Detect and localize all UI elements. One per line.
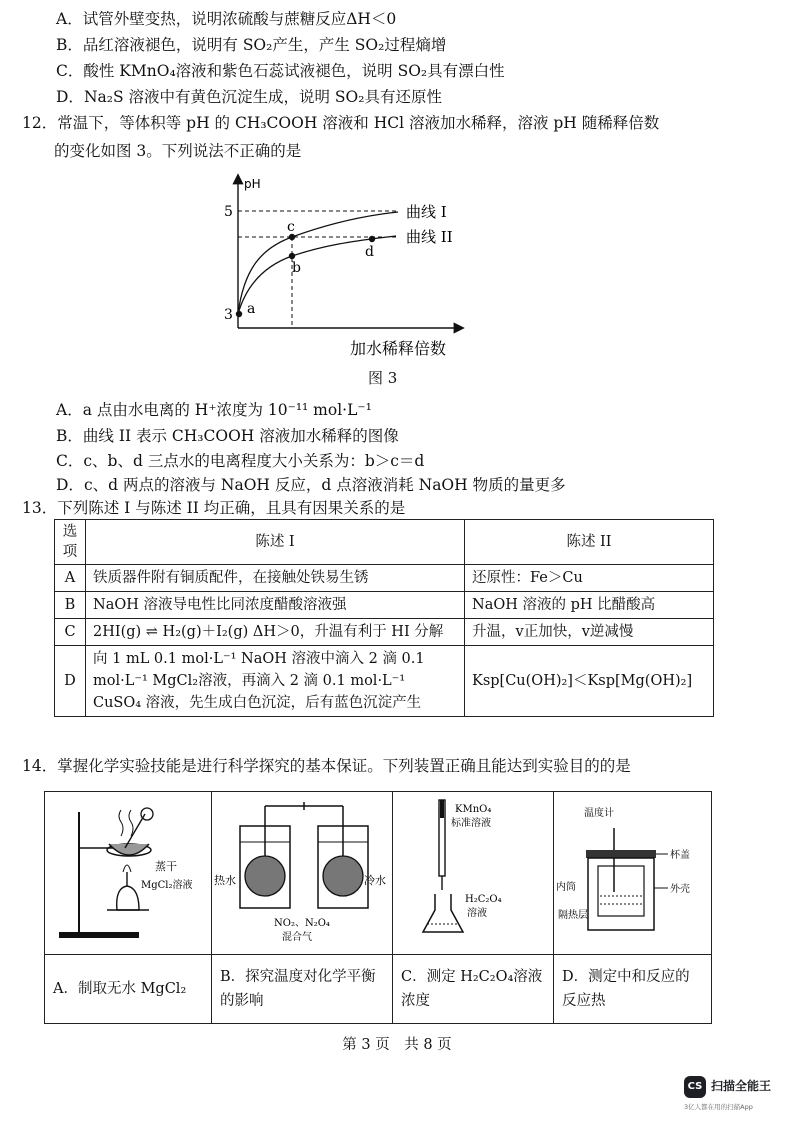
svg-text:蒸干: 蒸干 bbox=[155, 860, 177, 873]
q12-option-a: A．a 点由水电离的 H⁺浓度为 10⁻¹¹ mol·L⁻¹ bbox=[56, 401, 372, 419]
q12-stem-line1: 12．常温下，等体积等 pH 的 CH₃COOH 溶液和 HCl 溶液加水稀释，溶液 pH 随稀释倍数 bbox=[22, 114, 660, 132]
q14-option-d: D．测定中和反应的反应热 bbox=[554, 955, 712, 1024]
label-b: b bbox=[292, 260, 301, 276]
camscanner-logo-icon: CS bbox=[684, 1076, 706, 1098]
q14-option-b: B．探究温度对化学平衡的影响 bbox=[212, 955, 393, 1024]
q11-option-a: A．试管外壁变热，说明浓硫酸与蔗糖反应ΔH＜0 bbox=[56, 10, 397, 28]
figure-c-cell bbox=[393, 792, 554, 955]
svg-text:MgCl₂溶液: MgCl₂溶液 bbox=[141, 880, 193, 891]
q14-option-c: C．测定 H₂C₂O₄溶液浓度 bbox=[393, 955, 554, 1024]
svg-text:温度计: 温度计 bbox=[584, 808, 614, 819]
q13-stem: 13．下列陈述 I 与陈述 II 均正确，且具有因果关系的是 bbox=[22, 499, 406, 517]
header-option: 选项 bbox=[55, 520, 86, 565]
q12-figure bbox=[210, 168, 470, 360]
svg-text:杯盖: 杯盖 bbox=[670, 850, 690, 861]
svg-text:热水: 热水 bbox=[214, 874, 236, 887]
point-a bbox=[236, 311, 242, 317]
table-header-row bbox=[55, 520, 714, 565]
figure-caption: 图 3 bbox=[368, 369, 398, 387]
q11-option-c: C．酸性 KMnO₄溶液和紫色石蕊试液褪色，说明 SO₂具有漂白性 bbox=[56, 62, 505, 80]
table-row: D 向 1 mL 0.1 mol·L⁻¹ NaOH 溶液中滴入 2 滴 0.1 mol·L⁻¹ MgCl₂溶液，再滴入 2 滴 0.1 mol·L⁻¹ CuSO₄ 溶液，先生成白色沉淀，后有蓝色沉淀产生 Ksp[Cu(OH)₂]＜Ksp[Mg(OH)₂] bbox=[55, 646, 714, 717]
table-row: B NaOH 溶液导电性比同浓度醋酸溶液强 NaOH 溶液的 pH 比醋酸高 bbox=[55, 592, 714, 619]
q12-option-b: B．曲线 II 表示 CH₃COOH 溶液加水稀释的图像 bbox=[56, 427, 399, 445]
svg-text:溶液: 溶液 bbox=[467, 908, 487, 919]
q12-stem-line2: 的变化如图 3。下列说法不正确的是 bbox=[54, 142, 302, 160]
label-d: d bbox=[365, 244, 374, 260]
q12-option-c: C．c、b、d 三点水的电离程度大小关系为：b＞c＝d bbox=[56, 452, 425, 470]
watermark-name: 扫描全能王 bbox=[711, 1079, 772, 1093]
svg-text:KMnO₄: KMnO₄ bbox=[455, 804, 492, 815]
page-footer: 第 3 页 共 8 页 bbox=[342, 1037, 452, 1053]
q14-option-a: A．制取无水 MgCl₂ bbox=[45, 955, 212, 1024]
svg-text:H₂C₂O₄: H₂C₂O₄ bbox=[465, 894, 502, 905]
q14-table bbox=[44, 791, 712, 1024]
point-d bbox=[369, 236, 375, 242]
svg-text:标准溶液: 标准溶液 bbox=[451, 818, 491, 829]
figure-d-cell bbox=[554, 792, 712, 955]
tick-3: 3 bbox=[224, 307, 233, 323]
svg-text:隔热层: 隔热层 bbox=[558, 910, 588, 921]
label-a: a bbox=[247, 301, 256, 317]
header-statement-2: 陈述 II bbox=[465, 520, 714, 565]
curve-1 bbox=[238, 212, 398, 314]
q11-option-b: B．品红溶液褪色，说明有 SO₂产生，产生 SO₂过程熵增 bbox=[56, 36, 447, 54]
svg-text:NO₂、N₂O₄: NO₂、N₂O₄ bbox=[274, 918, 330, 929]
q14-stem: 14．掌握化学实验技能是进行科学探究的基本保证。下列装置正确且能达到实验目的的是 bbox=[22, 757, 631, 775]
figure-a-evaporation bbox=[45, 792, 209, 950]
svg-text:内筒: 内筒 bbox=[556, 882, 576, 893]
svg-text:冷水: 冷水 bbox=[364, 874, 386, 887]
x-axis-label: 加水稀释倍数 bbox=[350, 339, 447, 358]
table-row: A 铁质器件附有铜质配件，在接触处铁易生锈 还原性：Fe＞Cu bbox=[55, 565, 714, 592]
label-curve-2: 曲线 II bbox=[406, 228, 453, 246]
figure-b-equilibrium bbox=[212, 792, 390, 950]
label-c: c bbox=[287, 219, 295, 235]
figure-d-calorimeter bbox=[554, 792, 710, 950]
figure-a-cell bbox=[45, 792, 212, 955]
svg-text:外壳: 外壳 bbox=[670, 884, 690, 895]
figure-b-cell bbox=[212, 792, 393, 955]
figure-c-titration bbox=[393, 792, 551, 950]
q11-option-d: D．Na₂S 溶液中有黄色沉淀生成，说明 SO₂具有还原性 bbox=[56, 88, 442, 106]
svg-text:混合气: 混合气 bbox=[282, 932, 312, 943]
y-axis-label: pH bbox=[244, 177, 261, 191]
q13-table bbox=[54, 519, 714, 717]
header-statement-1: 陈述 I bbox=[86, 520, 465, 565]
watermark-sub: 3亿人都在用的扫描App bbox=[684, 1103, 753, 1111]
tick-5: 5 bbox=[224, 204, 233, 220]
table-row: C 2HI(g) ⇌ H₂(g)＋I₂(g) ΔH＞0，升温有利于 HI 分解 升温，v正加快，v逆减慢 bbox=[55, 619, 714, 646]
point-b bbox=[289, 253, 295, 259]
q12-option-d: D．c、d 两点的溶液与 NaOH 反应，d 点溶液消耗 NaOH 物质的量更多 bbox=[56, 476, 566, 494]
label-curve-1: 曲线 I bbox=[406, 203, 447, 221]
